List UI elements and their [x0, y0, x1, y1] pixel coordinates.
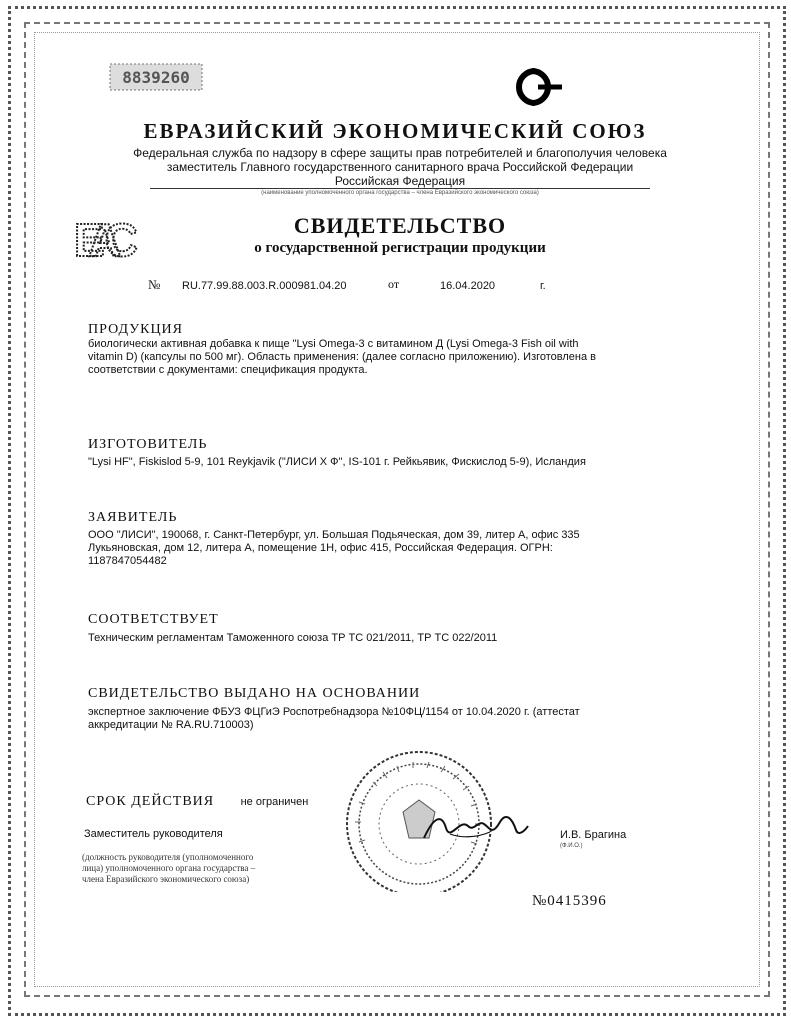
certificate-subtitle: о государственной регистрации продукции: [254, 240, 546, 256]
applicant-line-3: 1187847054482: [88, 555, 167, 567]
validity-value: не ограничен: [240, 796, 309, 808]
applicant-heading: ЗАЯВИТЕЛЬ: [88, 510, 178, 525]
top-number-stamp: [108, 60, 204, 94]
section-conformity: [88, 612, 688, 645]
footnote-line-2: лица) уполномоченного органа государства –: [82, 863, 256, 873]
certificate-date: 16.04.2020: [440, 280, 496, 292]
basis-line-2: аккредитации № RA.RU.710003): [88, 719, 254, 731]
basis-heading: СВИДЕТЕЛЬСТВО ВЫДАНО НА ОСНОВАНИИ: [88, 686, 421, 701]
agency-block: [90, 146, 710, 188]
applicant-line-2: Лукьяновская, дом 12, литера А, помещение 1Н, офис 415, Российская Федерация. ОГРН:: [88, 542, 553, 554]
validity-heading: СРОК ДЕЙСТВИЯ: [86, 794, 215, 809]
form-serial-number: №0415396: [532, 893, 607, 909]
eac-mark-icon: [72, 206, 142, 264]
number-label: №: [148, 277, 161, 292]
se-logo-icon: [502, 62, 582, 112]
signatory-name-caption: (Ф.И.О.): [560, 843, 583, 849]
product-line-1: биологически активная добавка к пище "Lysi Omega-3 с витамином Д (Lysi Omega-3 Fish oil with: [88, 338, 579, 350]
footnote-line-3: члена Евразийского экономического союза): [82, 874, 250, 884]
eac-mark-text: EAC: [74, 214, 138, 264]
agency-line-3: Российская Федерация: [334, 174, 466, 188]
product-line-2: vitamin D) (капсулы по 500 мг). Область применения: (далее согласно приложению). Изготовлена в: [88, 351, 597, 363]
conformity-heading: СООТВЕТСТВУЕТ: [88, 612, 219, 627]
manufacturer-line-1: "Lysi HF", Fiskislod 5-9, 101 Reykjavik ("ЛИСИ Х Ф", IS-101 г. Рейкьявик, Фискислод 5-9), Исландия: [88, 456, 586, 468]
product-line-3: соответствии с документами: спецификация продукта.: [88, 364, 368, 376]
certificate-title: СВИДЕТЕЛЬСТВО: [293, 213, 507, 238]
section-basis: [88, 686, 688, 732]
section-product: [88, 322, 688, 377]
product-heading: ПРОДУКЦИЯ: [88, 322, 184, 337]
year-suffix: г.: [540, 280, 546, 292]
union-title: ЕВРАЗИЙСКИЙ ЭКОНОМИЧЕСКИЙ СОЮЗ: [143, 119, 647, 143]
footnote-line-1: (должность руководителя (уполномоченного: [82, 852, 254, 862]
applicant-line-1: ООО "ЛИСИ", 190068, г. Санкт-Петербург, ул. Большая Подьяческая, дом 39, литер А, офис 335: [88, 529, 580, 541]
signatory-name: И.В. Брагина: [560, 829, 627, 841]
agency-subcaption: (наименование уполномоченного органа государства – члена Евразийского экономического союза): [150, 188, 650, 196]
manufacturer-heading: ИЗГОТОВИТЕЛЬ: [88, 437, 208, 452]
signature-icon: [420, 808, 530, 848]
top-stamp-text: 8839260: [122, 68, 190, 87]
certificate-number: RU.77.99.88.003.R.000981.04.20: [182, 280, 347, 292]
section-manufacturer: [88, 437, 688, 469]
signatory-footnote: [82, 852, 342, 885]
date-label: от: [388, 277, 400, 291]
section-applicant: [88, 510, 688, 568]
conformity-line-1: Техническим регламентам Таможенного союза ТР ТС 021/2011, ТР ТС 022/2011: [88, 632, 498, 644]
agency-line-1: Федеральная служба по надзору в сфере защиты прав потребителей и благополучия человека: [133, 146, 667, 160]
signatory-role: Заместитель руководителя: [84, 828, 223, 840]
basis-line-1: экспертное заключение ФБУЗ ФЦГиЭ Роспотребнадзора №10ФЦ/1154 от 10.04.2020 г. (аттестат: [88, 706, 580, 718]
agency-line-2: заместитель Главного государственного санитарного врача Российской Федерации: [166, 160, 634, 174]
